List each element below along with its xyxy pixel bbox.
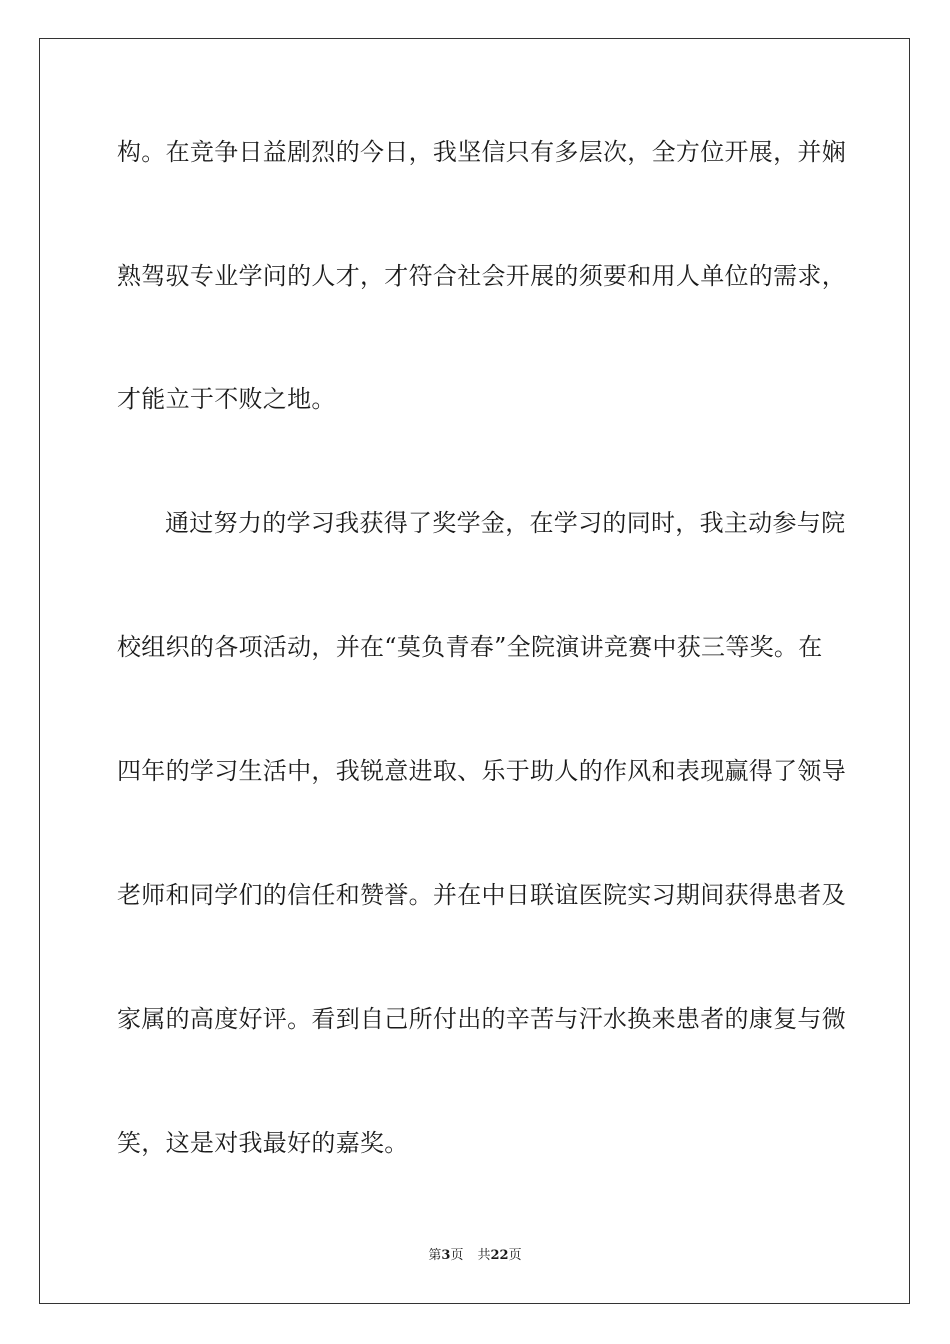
paragraph-1-line-3: 才能立于不败之地。 — [117, 385, 336, 413]
page-footer — [0, 1247, 950, 1265]
total-label-prefix: 共 — [477, 1248, 491, 1263]
paragraph-2-line-1: 通过努力的学习我获得了奖学金，在学习的同时，我主动参与院 — [165, 509, 846, 537]
total-label-suffix: 页 — [508, 1248, 522, 1263]
paragraph-1-line-1: 构。在竞争日益剧烈的今日，我坚信只有多层次，全方位开展，并娴 — [117, 138, 846, 166]
page-label-prefix: 第 — [428, 1248, 442, 1263]
paragraph-2-line-5: 家属的高度好评。看到自己所付出的辛苦与汗水换来患者的康复与微 — [117, 1005, 846, 1033]
paragraph-2-line-4: 老师和同学们的信任和赞誉。并在中日联谊医院实习期间获得患者及 — [117, 881, 846, 909]
current-page-number: 3 — [441, 1248, 451, 1263]
total-pages-number: 22 — [490, 1248, 509, 1263]
page-label-suffix: 页 — [450, 1248, 464, 1263]
paragraph-2-line-6: 笑，这是对我最好的嘉奖。 — [117, 1129, 409, 1157]
paragraph-2-line-3: 四年的学习生活中，我锐意进取、乐于助人的作风和表现赢得了领导 — [117, 757, 846, 785]
page-border — [39, 38, 910, 1304]
paragraph-2-line-2: 校组织的各项活动，并在“莫负青春”全院演讲竞赛中获三等奖。在 — [117, 633, 823, 661]
paragraph-1-line-2: 熟驾驭专业学问的人才，才符合社会开展的须要和用人单位的需求， — [117, 262, 846, 290]
